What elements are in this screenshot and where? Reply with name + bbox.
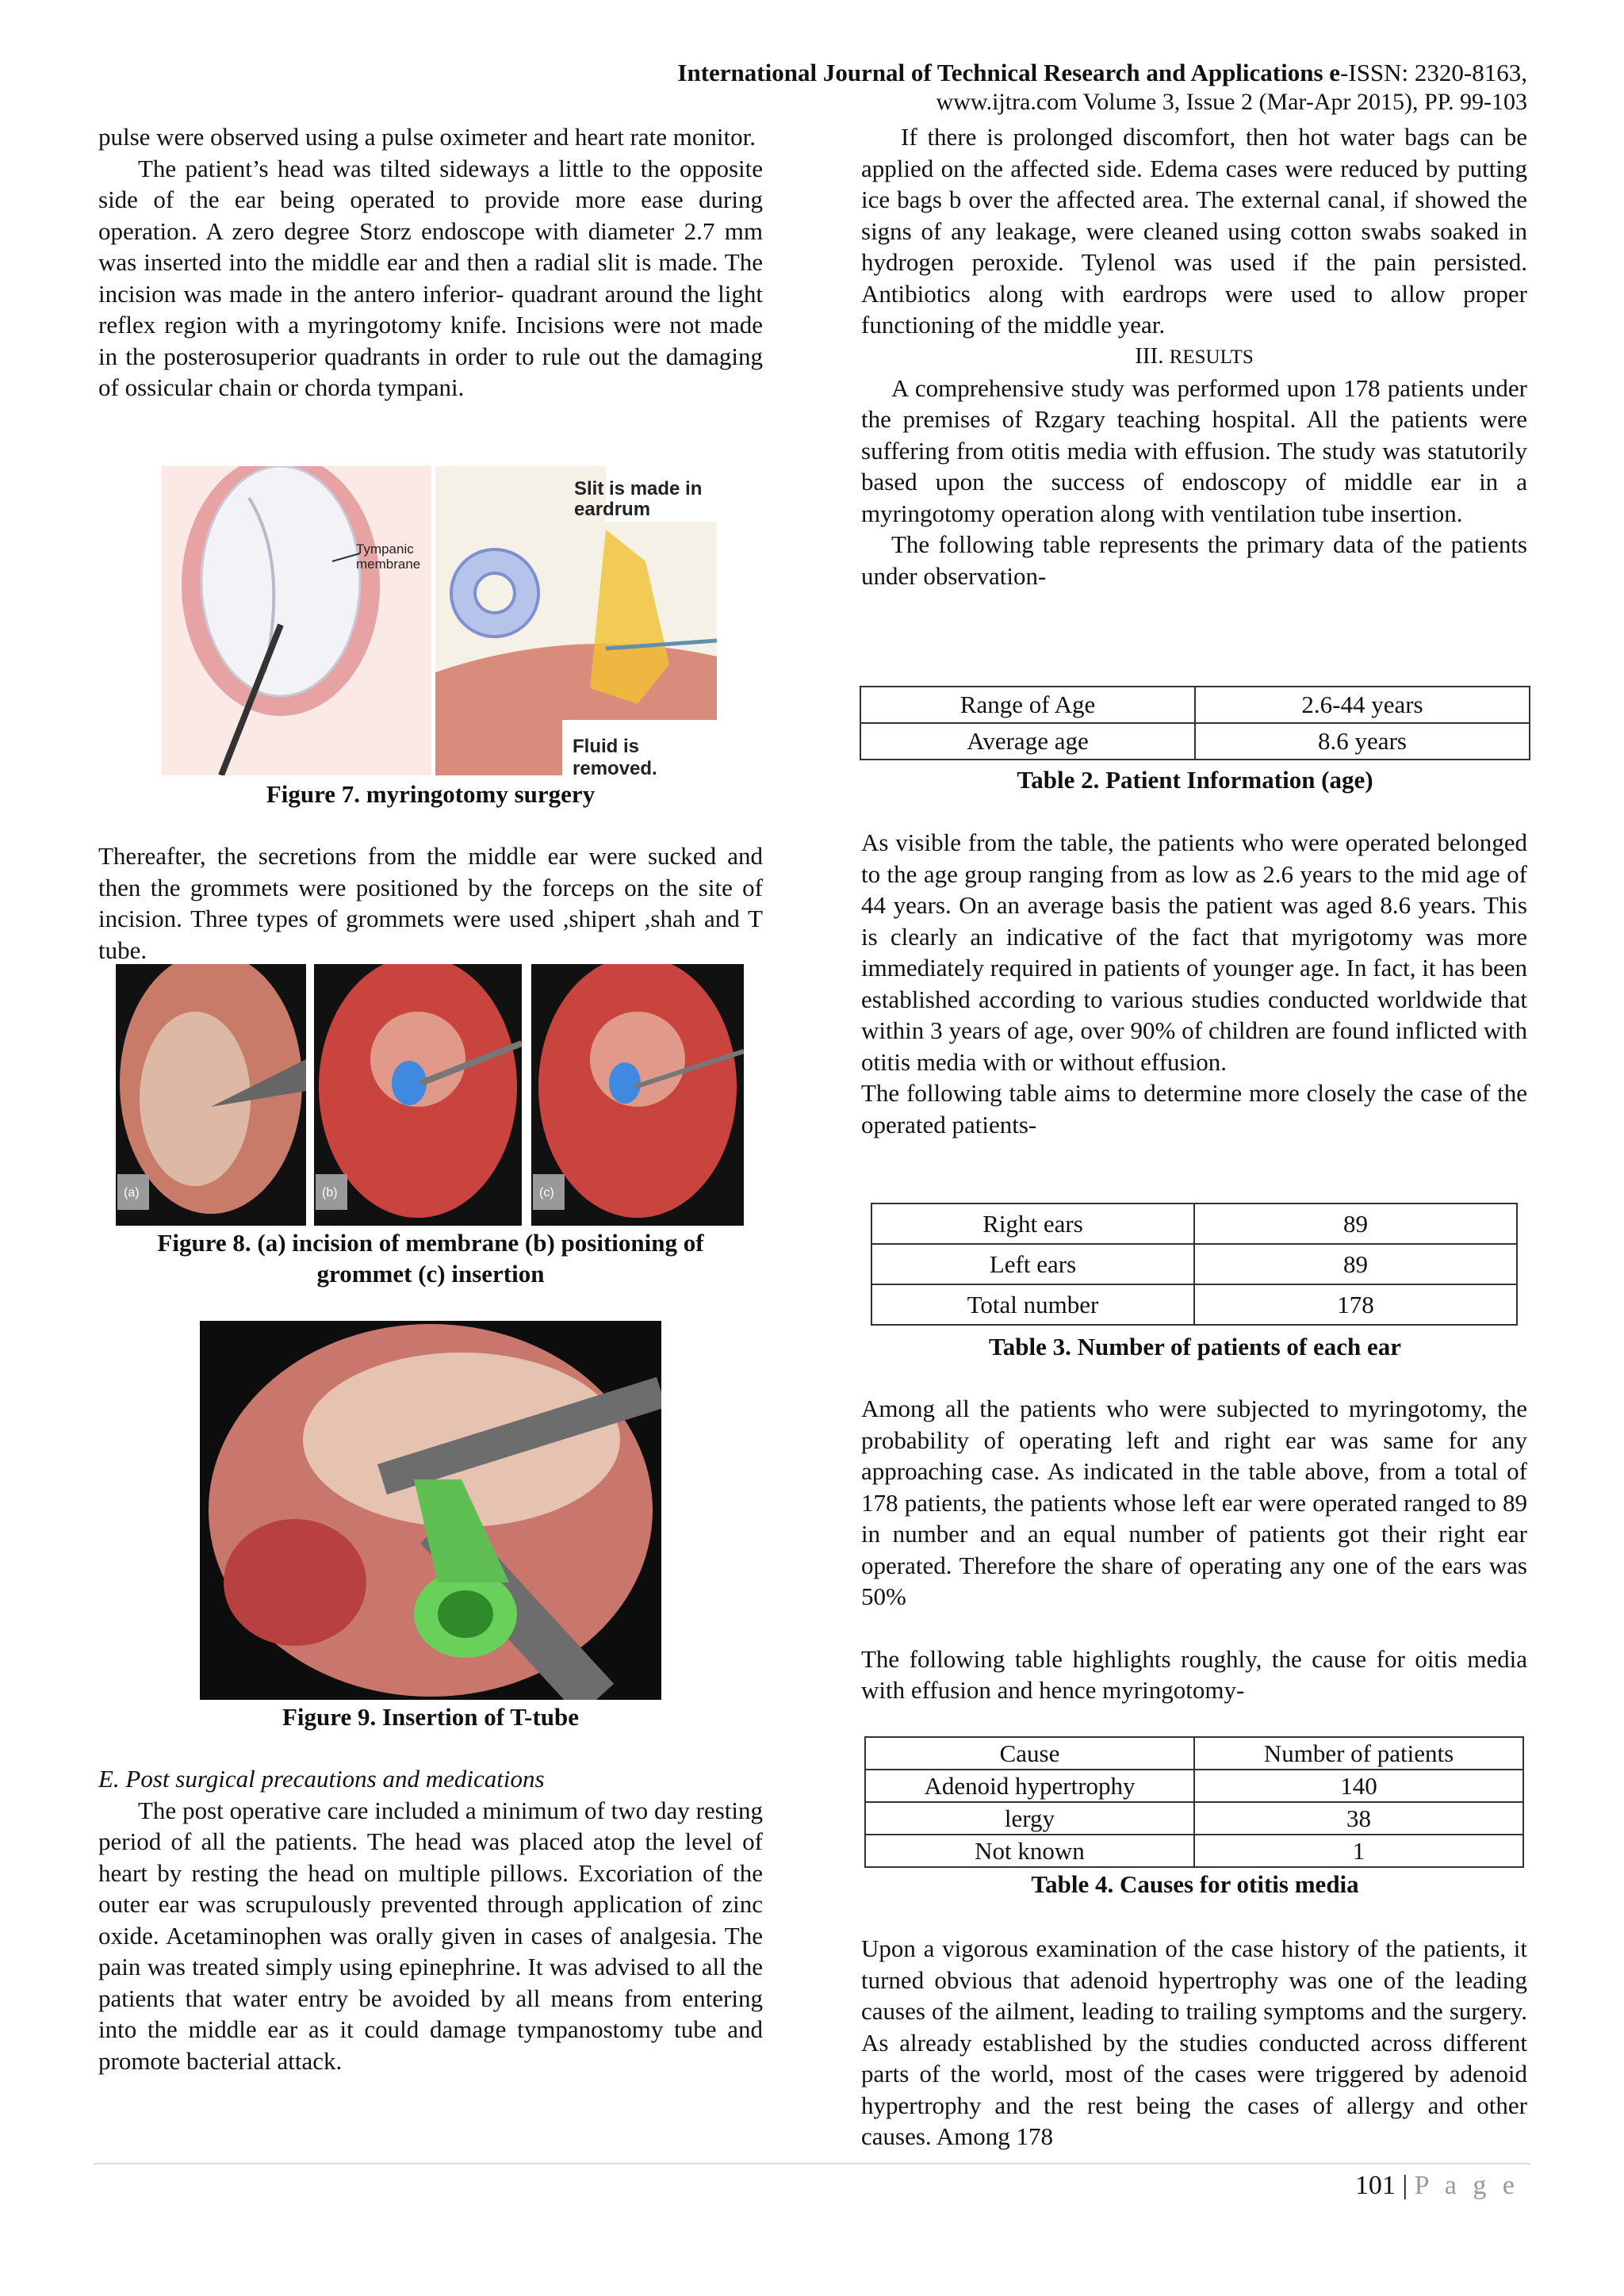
fluid-label: Fluid is removed. — [573, 736, 657, 775]
paragraph: If there is prolonged discomfort, then hot water bags can be applied on the affected side. Edema cases were reduced by putting ice bags b over the affected area. The external canal, if showed the signs of any leakage, were cleaned using cotton swabs soaked in hydrogen peroxide. Tylenol was used if the pain persisted. Antibiotics along with eardrops were used to allow proper functioning of the middle year. — [861, 123, 1527, 339]
right-text-lower — [861, 1393, 1527, 1706]
table-cell: Not known — [865, 1835, 1194, 1867]
left-text-top — [98, 121, 763, 404]
footer-rule — [94, 2163, 1530, 2164]
page-number-value: 101 — [1354, 2171, 1396, 2200]
figure-8b-image — [314, 964, 522, 1226]
figure-8b-tag: (b) — [322, 1186, 338, 1200]
paragraph: The following table highlights roughly, the cause for oitis media with effusion and hence myringotomy- — [861, 1644, 1527, 1704]
figure-8a-tag: (a) — [124, 1186, 140, 1200]
table-3 — [871, 1203, 1518, 1326]
table-row — [865, 1835, 1523, 1867]
table-cell: 89 — [1194, 1244, 1517, 1284]
figure-9-image — [200, 1321, 661, 1700]
section-heading — [861, 341, 1527, 373]
paragraph: As visible from the table, the patients who were operated belonged to the age group ranging from as low as 2.6 years to the mid age of 44 years. On an average basis the patient was aged 8.6 years. This is clearly an indicative of the fact that myrigotomy was more immediately required in patients of younger age. In fact, it has been established according to various studies conducted worldwide that within 3 years of age, over 90% of children are found inflicted with otitis media with or without effusion. — [861, 828, 1527, 1076]
paragraph: The patient’s head was tilted sideways a little to the opposite side of the ear being operated to provide more ease during operation. A zero degree Storz endoscope with diameter 2.7 mm was inserted into the middle ear and then a radial slit is made. The incision was made in the antero inferior- quadrant around the light reflex region with a myringotomy knife. Incisions were not made in the posterosuperior quadrants in order to rule out the damaging of ossicular chain or chorda tympani. — [98, 154, 763, 401]
subsection-heading: E. Post surgical precautions and medications — [98, 1765, 545, 1793]
table-row — [871, 1203, 1517, 1244]
spacer — [861, 1613, 1527, 1644]
figure-8-caption — [98, 1227, 763, 1289]
page-word: P a g e — [1414, 2171, 1519, 2200]
journal-header — [0, 59, 1527, 87]
right-text-bottom — [861, 1933, 1527, 2152]
paragraph: Thereafter, the secretions from the middle ear were sucked and then the grommets were positioned by the forceps on the site of incision. Three types of grommets were used ,shipert ,shah and T tube. — [98, 842, 763, 964]
paragraph: The post operative care included a minimum of two day resting period of all the patients. The head was placed atop the level of heart by resting the head on multiple pillows. Excoriation of the outer ear was scrupulously prevented through application of zinc oxide. Acetaminophen was orally given in cases of analgesia. The pain was treated simply using epinephrine. It was advised to all the patients that water entry be avoided by all means from entering into the middle ear as it could damage tympanostomy tube and promote bacterial attack. — [98, 1796, 763, 2075]
left-text-bottom — [98, 1763, 763, 2076]
figure-8c-tag: (c) — [539, 1186, 554, 1200]
figure-7-caption: Figure 7. myringotomy surgery — [266, 780, 596, 808]
table-2-caption: Table 2. Patient Information (age) — [1017, 766, 1373, 794]
table-cell: 2.6-44 years — [1195, 687, 1530, 723]
paragraph: The following table represents the primary data of the patients under observation- — [861, 530, 1527, 590]
paragraph: pulse were observed using a pulse oximeter and heart rate monitor. — [98, 123, 756, 151]
slit-label: Slit is made in eardrum — [574, 478, 703, 520]
table-row — [865, 1737, 1523, 1770]
paragraph: Among all the patients who were subjected to myringotomy, the probability of operating left and right ear was same for any approaching case. As indicated in the table above, from a total of 178 patients, the patients whose left ear were operated ranged to 89 in number and an equal number of patients got their right ear operated. Therefore the share of operating any one of the ears was 50% — [861, 1395, 1527, 1610]
table-cell: Adenoid hypertrophy — [865, 1770, 1194, 1802]
table-4 — [864, 1736, 1524, 1868]
section-number: III. — [1135, 342, 1170, 369]
figure-8-caption-line1: Figure 8. (a) incision of membrane (b) positioning of — [157, 1229, 704, 1257]
paragraph: The following table aims to determine more closely the case of the operated patients- — [861, 1079, 1527, 1138]
table-cell: Total number — [871, 1284, 1194, 1325]
journal-name: International Journal of Technical Research and Applications e — [677, 59, 1341, 86]
table-2 — [860, 686, 1530, 760]
paragraph: A comprehensive study was performed upon 178 patients under the premises of Rzgary teaching hospital. All the patients were suffering from otitis media with effusion. The study was statutorily based upon the success of endoscopy of middle ear in a myringotomy operation along with ventilation tube insertion. — [861, 373, 1527, 527]
table-cell: lergy — [865, 1802, 1194, 1835]
left-text-middle — [98, 840, 763, 966]
table-cell: Number of patients — [1194, 1737, 1523, 1770]
table-cell: 1 — [1194, 1835, 1523, 1867]
table-cell: Cause — [865, 1737, 1194, 1770]
right-text-middle — [861, 827, 1527, 1140]
table-cell: Average age — [860, 723, 1195, 760]
table-3-caption: Table 3. Number of patients of each ear — [988, 1333, 1402, 1360]
table-cell: 8.6 years — [1195, 723, 1530, 760]
table-4-caption: Table 4. Causes for otitis media — [1031, 1870, 1359, 1898]
table-cell: Range of Age — [860, 687, 1195, 723]
journal-subheader: www.ijtra.com Volume 3, Issue 2 (Mar-Apr 2015), PP. 99-103 — [936, 89, 1527, 115]
figure-9-caption: Figure 9. Insertion of T-tube — [282, 1703, 580, 1731]
table-cell: 140 — [1194, 1770, 1523, 1802]
table-cell: 38 — [1194, 1802, 1523, 1835]
table-row — [871, 1284, 1517, 1325]
section-title: RESULTS — [1169, 346, 1254, 368]
table-row — [860, 687, 1530, 723]
figure-7-image — [162, 466, 717, 775]
table-row — [865, 1802, 1523, 1835]
table-cell: 178 — [1194, 1284, 1517, 1325]
paragraph: Upon a vigorous examination of the case history of the patients, it turned obvious that adenoid hypertrophy was one of the leading causes of the ailment, leading to trailing symptoms and the surgery. As already established by the studies conducted across different parts of the world, most of the cases were triggered by adenoid hypertrophy and the rest being the cases of allergy and other causes. Among 178 — [861, 1934, 1527, 2150]
issn: -ISSN: 2320-8163, — [1340, 59, 1527, 86]
tympanic-membrane-label: Tympanic membrane — [356, 541, 421, 572]
table-row — [860, 723, 1530, 760]
table-cell: Left ears — [871, 1244, 1194, 1284]
table-row — [871, 1244, 1517, 1284]
table-cell: Right ears — [871, 1203, 1194, 1244]
page-separator: | — [1395, 2171, 1415, 2200]
table-cell: 89 — [1194, 1203, 1517, 1244]
page-number — [0, 2171, 1519, 2201]
figure-8a-image — [116, 964, 306, 1226]
right-text-top — [861, 121, 1527, 591]
table-row — [865, 1770, 1523, 1802]
figure-8-caption-line2: grommet (c) insertion — [316, 1260, 545, 1288]
figure-8c-image — [531, 964, 744, 1226]
